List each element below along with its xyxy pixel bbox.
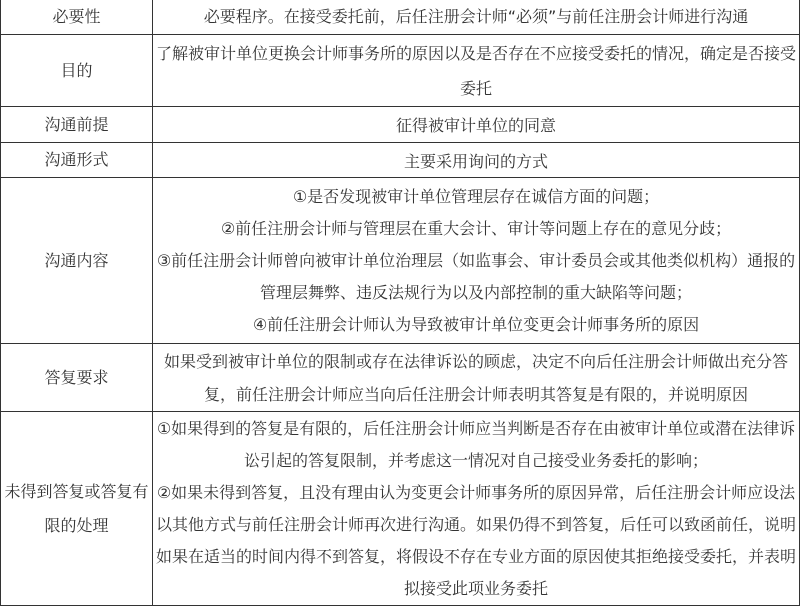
row-label: 沟通形式 [44,150,109,169]
row-content-cell [153,412,800,606]
row-content-line: 拟接受此项业务委托 [403,578,548,598]
row-label: 沟通内容 [44,250,109,270]
row-content-cell [153,107,800,143]
row-content-line: 讼引起的答复限制，并考虑这一情况对自己接受业务委托的影响； [243,450,708,470]
row-label-cell [1,35,153,107]
row-content-line: ③前任注册会计师曾向被审计单位治理层（如监事会、审计委员会或其他类似机构）通报的 [156,250,796,270]
row-label-cell [1,143,153,178]
row-content-line: ①是否发现被审计单位管理层存在诚信方面的问题； [292,186,660,206]
row-content-line: 以其他方式与前任注册会计师再次进行沟通。如果仍得不到答复，后任可以致函前任，说明 [155,514,796,534]
row-content-line: 必要程序。在接受委托前，后任注册会计师“必须”与前任注册会计师进行沟通 [203,7,749,26]
row-label-cell [1,0,153,35]
row-label: 未得到答复或答复有 [4,481,149,501]
row-content-line: 如果受到被审计单位的限制或存在法律诉讼的顾虑，决定不向后任注册会计师做出充分答 [163,351,788,371]
row-label: 必要性 [52,7,101,26]
row-label: 目的 [60,60,93,80]
row-content-line: 如果在适当的时间内得不到答复，将假设不存在专业方面的原因使其拒绝接受委托，并表明 [155,546,796,566]
row-content-line: 管理层舞弊、违反法规行为以及内部控制的重大缺陷等问题； [259,282,692,302]
row-content-line: ④前任注册会计师认为导致被审计单位变更会计师事务所的原因 [252,314,700,334]
row-label-cell [1,178,153,344]
row-content-line: 委托 [459,78,492,98]
table-row [1,35,800,107]
row-content-cell [153,143,800,178]
row-label: 答复要求 [44,367,109,387]
row-content-line: 了解被审计单位更换会计师事务所的原因以及是否存在不应接受委托的情况，确定是否接受 [155,43,796,63]
table-row [1,344,800,412]
row-label: 沟通前提 [44,114,109,134]
row-content-line: ①如果得到的答复是有限的，后任注册会计师应当判断是否存在由被审计单位或潜在法律诉 [156,418,796,438]
row-content-line: 主要采用询问的方式 [403,151,548,171]
table-row [1,0,800,35]
table-row [1,107,800,143]
row-label-cell [1,412,153,606]
row-label-cell [1,344,153,412]
table-row [1,143,800,178]
row-content-line: 征得被审计单位的同意 [395,116,556,135]
row-content-line: ②前任注册会计师与管理层在重大会计、审计等问题上存在的意见分歧； [220,218,732,238]
row-content-cell [153,178,800,344]
table-row [1,412,800,606]
row-content-line: 复，前任注册会计师应当向后任注册会计师表明其答复是有限的，并说明原因 [203,384,748,404]
row-label-cell [1,107,153,143]
row-content-cell [153,35,800,107]
row-content-line: ②如果未得到答复，且没有理由认为变更会计师事务所的原因异常，后任注册会计师应设法 [156,482,796,502]
table-row [1,178,800,344]
row-label: 限的处理 [44,515,109,535]
row-content-cell [153,0,800,35]
row-content-cell [153,344,800,412]
